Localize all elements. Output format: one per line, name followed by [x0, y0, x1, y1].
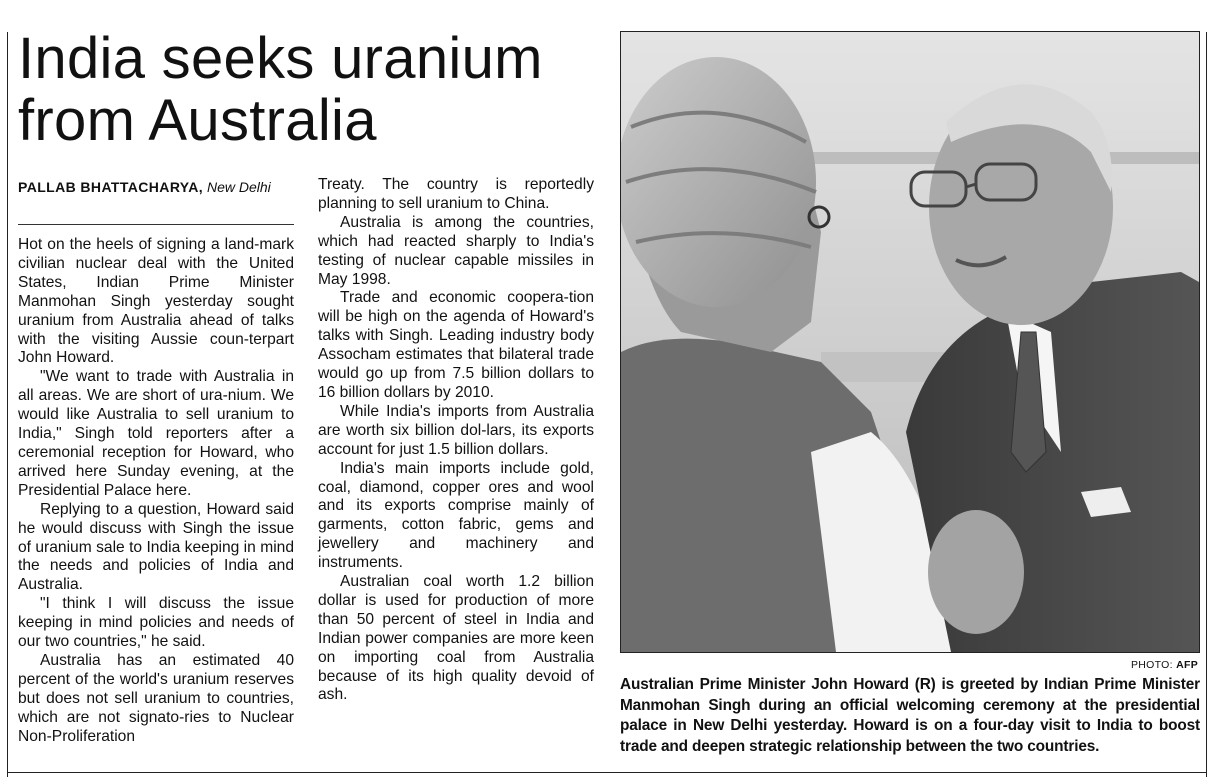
paragraph: "I think I will discuss the issue keeping in mind policies and needs of our two countries," he said. — [18, 595, 294, 651]
photo-credit-label: PHOTO: — [1131, 659, 1173, 671]
article-column-1 — [18, 236, 294, 746]
paragraph: While India's imports from Australia are worth six billion dol-lars, its exports account for just 1.5 billion dollars. — [318, 402, 594, 458]
photo-caption: Australian Prime Minister John Howard (R) is greeted by Indian Prime Minister Manmohan Singh during an official welcoming ceremony at the presidential palace in New Delhi yesterday. Howard is on a four-day visit to India to boost trade and deepen strategic relationship between the two countries. — [620, 676, 1200, 755]
byline-divider — [18, 224, 294, 225]
news-photo — [620, 31, 1200, 653]
byline — [18, 178, 294, 196]
paragraph: Australian coal worth 1.2 billion dollar is used for production of more than 50 percent of steel in India and Indian power companies are more keen on importing coal from Australia because of its high quality devoid of ash. — [318, 573, 594, 704]
article-column-2 — [318, 176, 594, 705]
byline-place: New Delhi — [206, 179, 271, 195]
paragraph: Australia has an estimated 40 percent of the world's uranium reserves but does not sell uranium to countries, which are not signato-ries to Nuclear Non-Proliferation — [18, 651, 294, 745]
byline-name: PALLAB BHATTACHARYA, — [18, 179, 204, 195]
bottom-rule — [7, 772, 1207, 773]
paragraph: Australia is among the countries, which had reacted sharply to India's testing of nuclear capable missiles in May 1998. — [318, 213, 594, 288]
paragraph: Trade and economic coopera-tion will be high on the agenda of Howard's talks with Singh. Leading industry body Assocham estimates that bilateral trade would go up from 7.5 billion dollars to 16 billion dollars by 2010. — [318, 289, 594, 401]
paragraph: Treaty. The country is reportedly planning to sell uranium to China. — [318, 176, 594, 212]
paragraph: "We want to trade with Australia in all areas. We are short of ura-nium. We would like Australia to sell uranium to India," Singh told reporters after a ceremonial reception for Howard, who arrived here Sunday evening, at the Presidential Palace here. — [18, 368, 294, 499]
left-column-rule — [7, 32, 8, 777]
photo-credit — [1000, 659, 1198, 671]
paragraph: Replying to a question, Howard said he would discuss with Singh the issue of uranium sale to India keeping in mind the needs and policies of India and Australia. — [18, 500, 294, 594]
headline: India seeks uranium from Australia — [18, 26, 543, 153]
paragraph: Hot on the heels of signing a land-mark civilian nuclear deal with the United States, Indian Prime Minister Manmohan Singh yesterday sought uranium from Australia ahead of talks with the visiting Aussie coun-terpart John Howard. — [18, 236, 294, 367]
paragraph: India's main imports include gold, coal, diamond, copper ores and wool and its exports comprise mainly of garments, cotton fabric, gems and jewellery and machinery and instruments. — [318, 459, 594, 572]
right-column-rule — [1206, 32, 1207, 777]
photo-credit-source: AFP — [1176, 659, 1198, 671]
